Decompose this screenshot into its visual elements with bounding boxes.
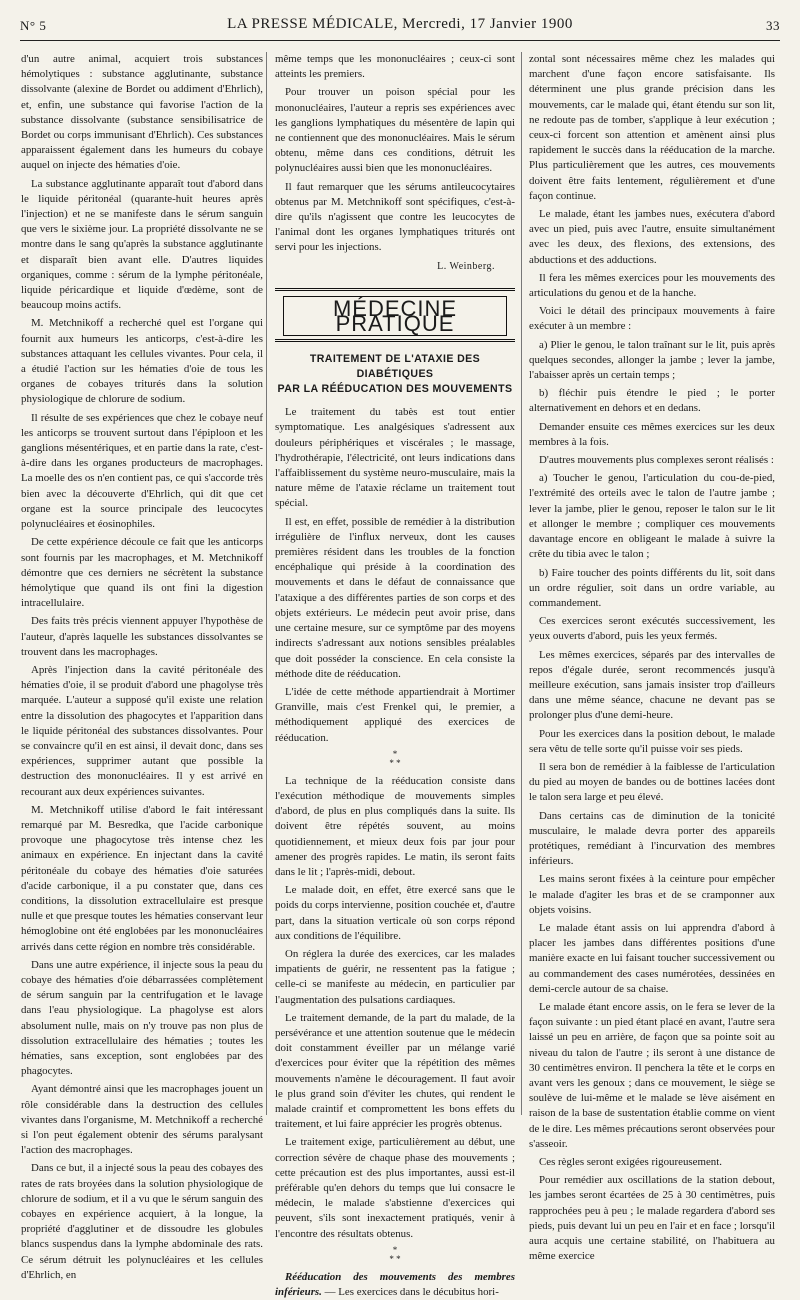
column-divider	[266, 52, 267, 1115]
paragraph: Dans une autre expérience, il injecte sous la peau du cobaye des hématies d'oie débarrassées complètement de sérum sanguin par la centrifugation et le lavage dans l'eau physiologique. La phagolyse est alors absolument nulle, mais on n'y trouve pas non plus de dissolution extracellulaire des hématies ; toutes les hématies, sans exception, sont englobées par des phagocytes.	[21, 958, 263, 1078]
section-heading: MÉDECINE PRATIQUE	[283, 296, 507, 336]
paragraph: La technique de la rééducation consiste dans l'exécution méthodique de mouvements simples d'abord, de plus en plus compliqués dans la suite. Ils doivent être répétés souvent, au moins quotidiennement, et mieux deux fois par jour pour amener des progrès rapides. Le matin, ils seront faits dans le lit ; l'après-midi, debout.	[275, 774, 515, 878]
paragraph: M. Metchnikoff utilise d'abord le fait intéressant remarqué par M. Besredka, que l'acide carbonique provoque une phagocytose très intense chez les animaux en expérience. En injectant dans la cavité péritonéale du cobaye des hématies d'oie saturées d'acide carbonique, il a pu constater que, dans ces conditions, la dissolution extracellulaire est presque nulle et que presque toutes les hématies conservant leur hémoglobine ont été englobées par les mononucléaires arrivés dans cette région en nombre très considérable.	[21, 803, 263, 953]
paragraph: Le traitement exige, particulièrement au début, une correction sévère de chaque phase des mouvements ; cette précaution est des plus importantes, aussi est-il préférable qu'en dehors du temps que lui consacre le médecin, le malade s'abstienne d'exercices qui peuvent, s'ils sont inexactement pratiqués, venir à l'encontre des résultats obtenus.	[275, 1136, 515, 1240]
author-signature: L. Weinberg.	[437, 260, 495, 272]
paragraph: Ces exercices seront exécutés successivement, les yeux ouverts d'abord, puis les yeux fermés.	[529, 615, 775, 643]
paragraph: Demander ensuite ces mêmes exercices sur les deux membres à la fois.	[529, 420, 775, 448]
paragraph: zontal sont nécessaires même chez les malades qui marchent d'une façon encore satisfaisante. Ils déterminent une plus grande précision dans les mouvements, car le malade qui, étant étendu sur son lit, ne redoute pas de tomber, s'applique à leur exécution ; ceux-ci forcent son attention et amènent ainsi plus rapidement le succès dans la rééducation de la marche. Plus particulièrement que les autres, ces mouvements doivent être faits lentement, régulièrement et d'une façon continue.	[529, 53, 775, 202]
paragraph: Ayant démontré ainsi que les macrophages jouent un rôle considérable dans la destruction des cellules vivantes dans l'organisme, M. Metchnikoff a recherché si l'on peut également obtenir des sérums paralysant l'action des macrophages.	[21, 1083, 263, 1157]
paragraph: d'un autre animal, acquiert trois substances hémolytiques : substance agglutinante, substance dissolvante (alexine de Bordet ou addiment d'Ehrlich), et, enfin, une substance qui favorise l'action de la substance dissolvante (substance sensibilisatrice de Bordet ou corps immunisant d'Ehrlich). Ces substances apparaissent également dans les humeurs du cobaye auquel on injecte des hématies d'oie.	[21, 53, 263, 172]
separator-asterisks: * * *	[389, 748, 401, 768]
paragraph: Le traitement du tabès est tout entier symptomatique. Les analgésiques s'adressent aux douleurs périphériques et viscérales ; le massage, l'hydrothérapie, l'électricité, ont leurs indications dans l'affaiblissement du système neuro-musculaire, mais la nature même de l'ataxie réclame un traitement tout spécial.	[275, 406, 515, 510]
column-middle	[275, 52, 515, 1299]
paragraph: De cette expérience découle ce fait que les anticorps sont fournis par les macrophages, et M. Metchnikoff démontre que ces derniers ne sécrètent la substance hémolytique que quand ils ont fini la digestion intracellulaire.	[21, 536, 263, 610]
column-left	[21, 52, 263, 1281]
paragraph: Dans ce but, il a injecté sous la peau des cobayes des rates de rats broyées dans la solution physiologique de chlorure de sodium, et il a vu que le sérum sanguin des cobayes en expérience acquiert, à la longue, la propriété d'agglutiner et de dissoudre les globules blancs suspendus dans la lymphe abdominale des rats. Ce sérum détruit les polynucléaires et les cellules d'Ehrlich, en	[21, 1162, 263, 1281]
paragraph: Après l'injection dans la cavité péritonéale des hématies d'oie, il se produit d'abord une phagolyse très marquée. L'auteur a supposé qu'il existe une relation entre la dissolution des phagocytes et l'apparition dans le liquide péritonéal des substances dissolvantes. Pour se convaincre qu'il en est ainsi, il devait donc, dans ses expériences, supprimer autant que possible la destruction des mononucléaires. Il y est arrivé en recourant aux deux expériences suivantes.	[21, 663, 263, 798]
paragraph: Les mains seront fixées à la ceinture pour empêcher le malade d'agiter les bras et de se cramponner aux objets voisins.	[529, 873, 775, 916]
article-title-line: TRAITEMENT DE L'ATAXIE DES DIABÉTIQUES	[309, 353, 481, 381]
paragraph: Le malade étant encore assis, on le fera se lever de la façon suivante : un pied étant placé en avant, l'autre sera laissé un peu en arrière, de façon que sa pointe soit au niveau du talon de l'autre ; ils seront à une distance de 30 centimètres environ. Il penchera la tête et le corps en avant vers les genoux ; dans ce mouvement, le siège se soulève de lui-même et le malade se lève aisément en raison de la base de sustentation établie comme on vient de le dire. Les mêmes précautions seront observées pour s'asseoir.	[529, 1000, 775, 1150]
paragraph: Il sera bon de remédier à la faiblesse de l'articulation du pied au moyen de bandes ou de bottines lacées dont le talon sera large et peu élevé.	[529, 760, 775, 804]
paragraph: même temps que les mononucléaires ; ceux-ci sont atteints les premiers.	[275, 53, 515, 81]
paragraph: Des faits très précis viennent appuyer l'hypothèse de l'auteur, d'après laquelle les substances dissolvantes se trouvent dans les macrophages.	[21, 615, 263, 658]
article-title	[275, 352, 515, 397]
paragraph: La substance agglutinante apparaît tout d'abord dans le liquide péritonéal (quarante-huit heures après l'injection) et ne se manifeste dans le sérum sanguin que vers le sixième jour. La propriété dissolvante ne se montre dans le sang qu'après la substance agglutinante et disparaît bien avant elle. D'autres liquides organiques, comme : sérum de la lymphe péritonéale, liquide péricardique et liquide d'œdème, sont de beaucoup moins actifs.	[21, 177, 263, 312]
article-title-line: PAR LA RÉÉDUCATION DES MOUVEMENTS	[277, 383, 513, 396]
paragraph: L'idée de cette méthode appartiendrait à Mortimer Granville, mais c'est Frenkel qui, le premier, a méthodiquement appliqué des exercices de rééducation.	[275, 685, 515, 744]
paragraph: On réglera la durée des exercices, car les malades impatients de guérir, ne ressentent pas la fatigue ; celle-ci se manifeste au médecin, en particulier par l'augmentation des pulsations cardiaques.	[275, 947, 515, 1006]
column-divider	[521, 52, 522, 1115]
column-right	[529, 52, 775, 1263]
issue-number: N° 5	[20, 18, 47, 33]
paragraph: Voici le détail des principaux mouvements à faire exécuter à un membre :	[529, 305, 775, 333]
paragraph: b) Faire toucher des points différents du lit, soit dans un ordre régulier, soit dans un ordre variable, au commandement.	[529, 566, 775, 609]
paragraph: Il résulte de ses expériences que chez le cobaye neuf les anticorps se trouvent surtout dans l'épiploon et les ganglions mésentériques, et en partie dans la rate, c'est-à-dire dans les organes producteurs de macrophages. La moelle des os n'en contient pas, ce qui s'accorde très bien avec la découverte d'Ehrlich, qui dit que cet organe est la source principale des leucocytes polynucléaires et éosinophiles.	[21, 411, 263, 531]
paragraph: Le malade étant assis on lui apprendra d'abord à placer les jambes dans différentes positions d'une manière exacte en lui faisant toucher successivement ou au commandement des cases numérotées, dessinées en demi-cercle autour de sa chaise.	[529, 921, 775, 995]
paragraph: Il est, en effet, possible de remédier à la distribution irrégulière de l'influx nerveux, dont les causes premières résident dans les troubles de la fonction encéphalique qui préside à la coordination des mouvements et dans le défaut de connaissance que l'ataxique a des différentes parties de son corps et des objets extérieurs. Le médecin peut avoir prise, dans une certaine mesure, sur ce symptôme par des moyens indirects s'adressant aux notions sensibles préalables que doit posséder la conscience. En cela consiste la méthode dite de rééducation.	[275, 515, 515, 680]
masthead-title: LA PRESSE MÉDICALE, Mercredi, 17 Janvier 1900	[227, 16, 573, 32]
paragraph: a) Toucher le genou, l'articulation du cou-de-pied, l'extrémité des orteils avec le talon de l'autre jambe ; lever la jambe, plier le genou, reposer le talon sur le lit et allonger le membre ; compliquer ces mouvements davantage encore en obligeant le malade à suivre la crête du tibia avec le talon ;	[529, 472, 775, 561]
paragraph: Il faut remarquer que les sérums antileucocytaires obtenus par M. Metchnikoff sont spécifiques, c'est-à-dire qu'ils n'agissent que contre les leucocytes de l'animal dont les organes lymphatiques triturés ont servi pour les injections.	[275, 180, 515, 254]
paragraph: Les mêmes exercices, séparés par des intervalles de repos d'égale durée, seront recommencés jusqu'à meilleure exécution, sans jamais insister trop d'ailleurs dans une même séance, chacune ne devant pas se prolonger plus d'une demi-heure.	[529, 648, 775, 722]
separator-asterisks: * * *	[389, 1244, 401, 1264]
paragraph: Le malade, étant les jambes nues, exécutera d'abord avec un pied, puis avec l'autre, ensuite simultanément avec les deux, des flexions, des extensions, des abductions et des adductions.	[529, 208, 775, 266]
page-number: 33	[766, 18, 780, 33]
paragraph: Pour remédier aux oscillations de la station debout, les jambes seront écartées de 25 à 30 centimètres, puis rapprochées peu à peu ; le malade regardera d'abord ses pieds, puis devant lui un peu en l'air et en face ; lorsqu'il aura acquis une certaine stabilité, on l'habituera au même exercice	[529, 1174, 775, 1263]
subheading: Rééducation des mouvements des membres inférieurs.	[275, 1270, 515, 1299]
paragraph-with-subhead	[275, 1270, 515, 1300]
paragraph: D'autres mouvements plus complexes seront réalisés :	[539, 454, 774, 467]
paragraph: Le malade doit, en effet, être exercé sans que le poids du corps intervienne, position couchée et, d'autre part, dans la situation verticale où son corps répond aux conditions de l'équilibre.	[275, 884, 515, 942]
paragraph: Il fera les mêmes exercices pour les mouvements des articulations du genou et de la hanche.	[529, 271, 775, 300]
paragraph: M. Metchnikoff a recherché quel est l'organe qui fournit aux humeurs les anticorps, c'est-à-dire les substances attaquant les cellules vivantes. Pour cela, il a étudié l'action sur les hématies d'oie de tous les organes de cobayes triturés dans la solution physiologique de chlorure de sodium.	[21, 317, 263, 406]
section-heading-box	[275, 288, 515, 342]
paragraph: a) Plier le genou, le talon traînant sur le lit, puis après quelques secondes, allonger la jambe ; lever la jambe, l'abaisser après un certain temps ;	[529, 338, 775, 382]
page-header	[20, 14, 780, 41]
paragraph: Ces règles seront exigées rigoureusement.	[539, 1156, 722, 1169]
paragraph: Dans certains cas de diminution de la tonicité musculaire, le malade devra porter des appareils protétiques, remédiant à l'incurvation des membres inférieurs.	[529, 809, 775, 868]
paragraph-text: — Les exercices dans le décubitus hori-	[324, 1286, 499, 1299]
paragraph: Pour trouver un poison spécial pour les mononucléaires, l'auteur a repris ses expériences avec les ganglions lymphatiques du mésentère de lapin qui ne contiennent que des mononucléaires. Mais le sérum obtenu, même dans ces conditions, détruit les polynucléaires aussi bien que les mononucléaires.	[275, 86, 515, 175]
paragraph: b) fléchir puis étendre le pied ; le porter alternativement en dehors et en dedans.	[529, 387, 775, 415]
paragraph: Pour les exercices dans la position debout, le malade sera vêtu de telle sorte qu'il puisse voir ses pieds.	[529, 727, 775, 755]
paragraph: Le traitement demande, de la part du malade, de la persévérance et une attention soutenue que le médecin doit constamment éveiller par un mélange varié d'exercices pour éviter que la répétition des mêmes mouvements n'amène le découragement. Il faut avoir le plus grand soin d'éviter les chutes, qui rendent le malade craintif et compromettent les bons effets du traitement, et lui faire apprécier les progrès obtenus.	[275, 1011, 515, 1131]
